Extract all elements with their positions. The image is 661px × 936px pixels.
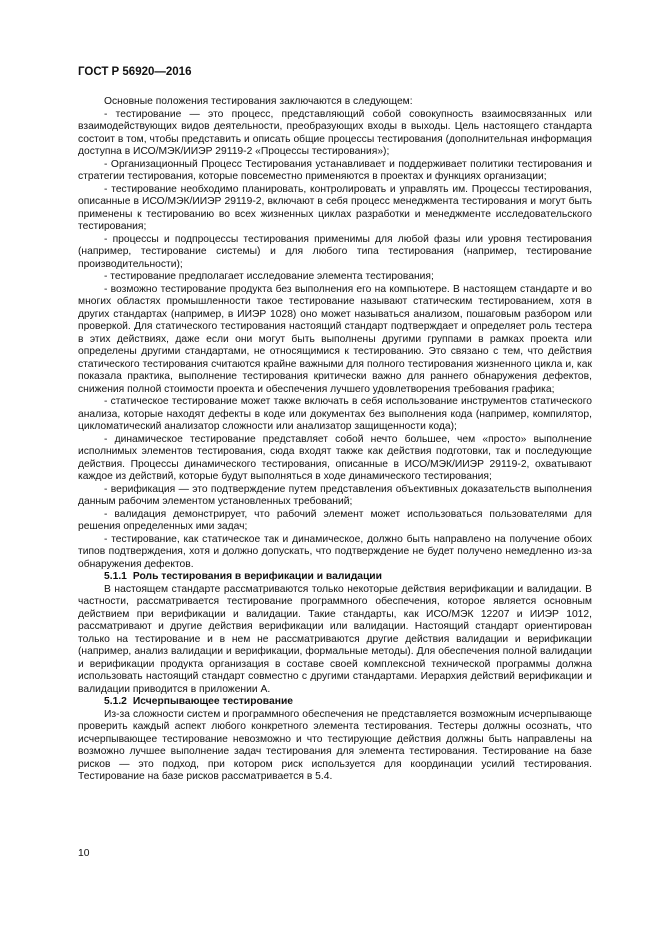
bullet-item: - возможно тестирование продукта без выполнения его на компьютере. В настоящем стандарте и во многих областях промышленности такое тестирование называют статическим тестированием, хотя в других стандартах (например, в ИИЭР 1028) оно может называться анализом, пошаговым разбором или проверкой. Для статического тестирования настоящий стандарт подтверждает и определяет роль тестера в этих действиях, даже если они могут быть выполнены другими группами в рамках проекта или определены другими стандартами, не относящимися к тестированию. Это связано с тем, что действия статического тестирования считаются крайне важными для полного тестирования жизненного цикла и, как показала практика, выполнение тестирования критически важно для раннего обнаружения дефектов, снижения полной стоимости проекта и обеспечения лучшего удовлетворения требования графика; [78,283,592,395]
section-title: Роль тестирования в верификации и валидации [132,571,382,582]
bullet-item: - Организационный Процесс Тестирования устанавливает и поддерживает политики тестирования и стратегии тестирования, которые повсеместно применяются в проектах и функциях организации; [78,158,592,182]
section-heading-5-1-2 [78,696,592,709]
section-paragraph: В настоящем стандарте рассматриваются только некоторые действия верификации и валидации. В частности, рассматривается тестирование программного обеспечения, которое является основным действием при верификации и валидации. Такие стандарты, как ИСО/МЭК 12207 и ИИЭР 1012, рассматривают и другие действия верификации или валидации. Настоящий стандарт ориентирован только на тестирование и в нем не рассматриваются другие действия валидации и верификации (например, анализ валидации и верификации, формальные методы). Для обеспечения полной валидации и верификации продукта организация в составе своей комплексной технической программы должна использовать настоящий стандарт совместно с другими стандартами. Иерархия действий верификации и валидации приводится в приложении А. [78,583,592,695]
bullet-item: - тестирование необходимо планировать, контролировать и управлять им. Процессы тестирования, описанные в ИСО/МЭК/ИИЭР 29119-2, включают в себя процесс менеджмента тестирования и могут быть применены к тестированию во всех жизненных циклах разработки и менеджменте исследовательского тестирования; [78,183,592,232]
intro-paragraph: Основные положения тестирования заключаются в следующем: [104,96,413,107]
section-heading-5-1-1 [78,571,592,584]
bullet-item: - динамическое тестирование представляет собой нечто большее, чем «просто» выполнение исполнимых элементов тестирования, сюда входят также как действия подготовки, так и последующие действия. Процессы динамического тестирования, описанные в ИСО/МЭК/ИИЭР 29119-2, охватывают каждое из действий, которые будут выполняться в ходе динамического тестирования; [78,433,592,482]
bullet-item: - тестирование — это процесс, представляющий собой совокупность взаимосвязанных или взаимодействующих видов деятельности, преобразующих входы в выходы. Цель настоящего стандарта состоит в том, чтобы представить и описать общие процессы тестирования (дополнительная информация доступна в ИСО/МЭК/ИИЭР 29119-2 «Процессы тестирования»); [78,108,592,157]
bullet-item: - тестирование предполагает исследование элемента тестирования; [104,271,434,282]
document-header-code: ГОСТ Р 56920—2016 [78,66,192,78]
bullet-item: - статическое тестирование может также включать в себя использование инструментов статического анализа, которые находят дефекты в коде или документах без выполнения кода (например, компилятор, цикломатический анализатор сложности или анализатор защищенности кода); [78,396,592,432]
bullet-item: - процессы и подпроцессы тестирования применимы для любой фазы или уровня тестирования (например, тестирование системы) и для любого типа тестирования (например, тестирование производительности); [78,233,592,270]
section-number: 5.1.2 [104,696,127,707]
page-number: 10 [78,848,90,859]
section-number: 5.1.1 [104,571,127,582]
document-body [78,96,592,784]
bullet-item: - валидация демонстрирует, что рабочий элемент может использоваться пользователями для решения определенных ими задач; [78,508,592,532]
section-paragraph: Из-за сложности систем и программного обеспечения не представляется возможным исчерпывающе проверить каждый аспект любого конкретного элемента тестирования. Тестеры должны осознать, что исчерпывающее тестирование невозможно и что тестирующие действия должны быть направлены на возможно лучшее выполнение задач тестирования для элемента тестирования. Тестирование на базе рисков — это подход, при котором риск используется для координации усилий тестирования. Тестирование на базе рисков рассматривается в 5.4. [78,708,592,782]
bullet-item: - верификация — это подтверждение путем представления объективных доказательств выполнения данным рабочим элементом установленных требований; [78,483,592,507]
bullet-item: - тестирование, как статическое так и динамическое, должно быть направлено на получение обоих типов подтверждения, хотя и должно допускать, что подтверждение не будет получено немедленно из-за обнаружения дефектов. [78,533,592,570]
section-title: Исчерпывающее тестирование [132,696,294,707]
